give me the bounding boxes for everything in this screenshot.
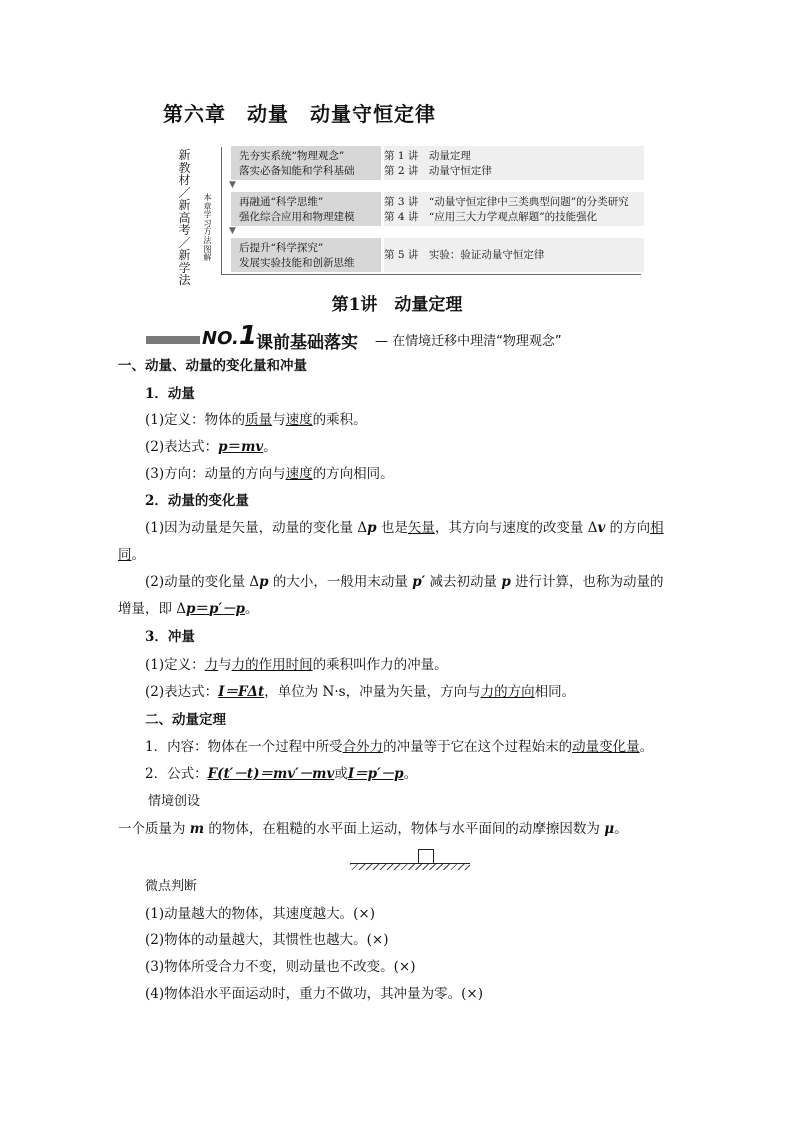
lesson-item: 第 1 讲 动量定理 [384, 150, 471, 162]
theorem-formula: 2．公式：F(t′－t)＝mv′－mv或I＝p′－p。 [145, 766, 418, 782]
judge-item: (4)物体沿水平面运动时，重力不做功，其冲量为零。(×) [145, 986, 483, 1002]
theorem-content: 1．内容：物体在一个过程中所受合外力的冲量等于它在这个过程始末的动量变化量。 [145, 739, 654, 755]
banner-subtitle: — 在情境迁移中理清“物理观念” [375, 334, 562, 349]
stage-line: 再融通“科学思维” [239, 196, 324, 208]
change-paragraph-2-cont: 增量，即 Δp＝p′－p。 [118, 601, 259, 617]
lesson-item: 第 5 讲 实验：验证动量守恒定律 [384, 249, 545, 261]
subheading-impulse: 3．冲量 [145, 629, 195, 645]
lesson-item: 第 2 讲 动量守恒定律 [384, 165, 492, 177]
chapter-title: 第六章 动量 动量守恒定律 [163, 102, 436, 126]
judge-item: (1)动量越大的物体，其速度越大。(×) [145, 906, 375, 922]
down-arrow-icon: ▼ [229, 180, 236, 190]
heading-2: 二、动量定理 [145, 712, 226, 728]
lesson-item: 第 3 讲 “动量守恒定律中三类典型问题”的分类研究 [384, 196, 629, 208]
stage-line: 落实必备知能和学科基础 [239, 165, 355, 177]
judge-item: (2)物体的动量越大，其惯性也越大。(×) [145, 932, 389, 948]
change-paragraph-1: (1)因为动量是矢量，动量的变化量 Δp 也是矢量，其方向与速度的改变量 Δv 的方向相 [145, 520, 664, 536]
stage-line: 后提升“科学探究” [239, 242, 324, 254]
overview-lessons [384, 238, 644, 272]
overview-side-sublabel: 本章学习方法图解 [203, 193, 212, 263]
overview-bracket [221, 147, 228, 275]
heading-1: 一、动量、动量的变化量和冲量 [118, 358, 307, 374]
judge-title: 微点判断 [145, 879, 198, 894]
overview-side-label: 新教材／新高考／新学法 [178, 148, 191, 287]
down-arrow-icon: ▼ [229, 226, 236, 236]
overview-divider [221, 274, 641, 275]
overview-lessons [384, 146, 644, 180]
subheading-momentum: 1．动量 [145, 386, 195, 402]
overview-stage [231, 192, 381, 226]
overview-stage [231, 238, 381, 272]
impulse-definition: (1)定义：力与力的作用时间的乘积叫作力的冲量。 [145, 657, 448, 673]
overview-lessons [384, 192, 644, 226]
overview-stage [231, 146, 381, 180]
stage-line: 强化综合应用和物理建模 [239, 211, 355, 223]
ground-surface [350, 863, 470, 870]
banner-bar [146, 336, 200, 344]
lesson-title: 第1讲 动量定理 [331, 295, 463, 315]
change-paragraph-2: (2)动量的变化量 Δp 的大小，一般用末动量 p′ 减去初动量 p 进行计算，也称为动量的 [145, 574, 664, 590]
block-figure [418, 849, 434, 864]
lesson-item: 第 4 讲 “应用三大力学观点解题”的技能强化 [384, 211, 598, 223]
stage-line: 发展实验技能和创新思维 [239, 257, 355, 269]
change-paragraph-1-cont: 同。 [118, 547, 145, 563]
scene-text: 一个质量为 m 的物体，在粗糙的水平面上运动，物体与水平面间的动摩擦因数为 μ。 [118, 821, 628, 837]
momentum-expression: (2)表达式：p＝mv。 [145, 439, 277, 455]
stage-line: 先夯实系统“物理观念” [239, 150, 345, 162]
scene-title: 情境创设 [148, 794, 201, 809]
banner-title: 课前基础落实 [256, 333, 358, 353]
momentum-direction: (3)方向：动量的方向与速度的方向相同。 [145, 466, 394, 482]
impulse-expression: (2)表达式：I＝FΔt，单位为 N·s，冲量为矢量，方向与力的方向相同。 [145, 684, 576, 700]
judge-item: (3)物体所受合力不变，则动量也不改变。(×) [145, 959, 416, 975]
banner-number: NO.1 [202, 321, 257, 351]
momentum-definition: (1)定义：物体的质量与速度的乘积。 [145, 412, 367, 428]
subheading-change: 2．动量的变化量 [145, 493, 249, 509]
